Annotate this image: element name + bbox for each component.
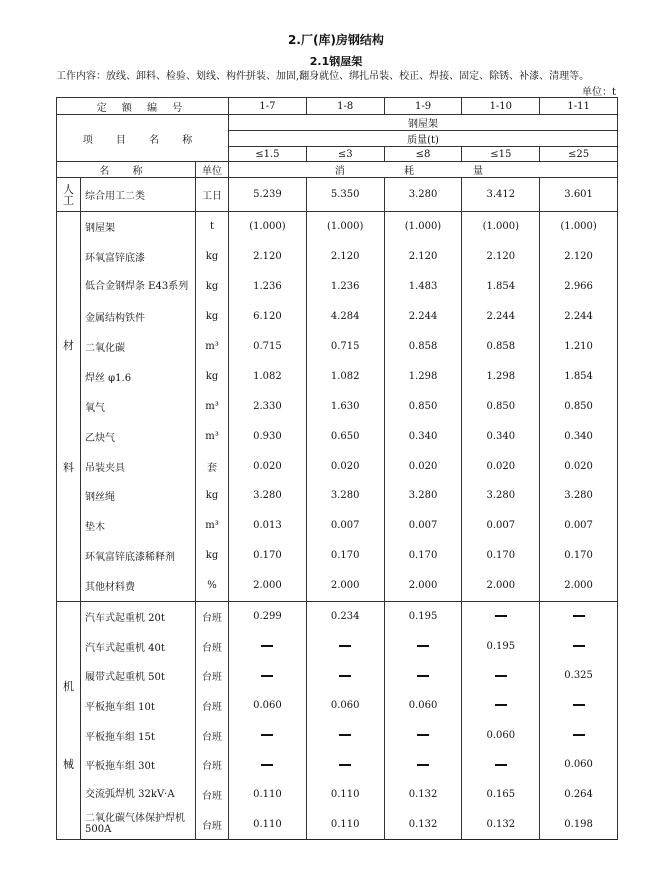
value-cell: (1.000) xyxy=(384,212,462,242)
value-cell xyxy=(462,691,540,721)
item-unit: kg xyxy=(196,242,229,272)
value-cell: 0.020 xyxy=(462,451,540,481)
value-cell: 0.170 xyxy=(462,541,540,571)
value-cell xyxy=(384,720,462,750)
table-row xyxy=(57,481,618,511)
value-cell: 0.060 xyxy=(229,691,307,721)
item-unit: 套 xyxy=(196,451,229,481)
param-value: ≤25 xyxy=(540,147,618,162)
value-cell: 0.170 xyxy=(384,541,462,571)
value-cell: 0.198 xyxy=(540,809,618,839)
item-unit: 工日 xyxy=(196,178,229,212)
item-name: 氧气 xyxy=(81,391,196,421)
table-row xyxy=(57,631,618,661)
table-row xyxy=(57,541,618,571)
value-cell: 0.060 xyxy=(384,691,462,721)
value-cell: 2.000 xyxy=(384,571,462,601)
value-cell: 1.630 xyxy=(306,391,384,421)
value-cell: 5.350 xyxy=(306,178,384,212)
value-cell: 2.000 xyxy=(306,571,384,601)
value-cell: 0.195 xyxy=(384,601,462,631)
item-unit: 台班 xyxy=(196,661,229,691)
value-cell: 0.234 xyxy=(306,601,384,631)
item-name: 焊丝 φ1.6 xyxy=(81,361,196,391)
value-cell xyxy=(306,750,384,780)
item-name: 其他材料费 xyxy=(81,571,196,601)
value-cell: 1.082 xyxy=(306,361,384,391)
item-name: 平板拖车组 10t xyxy=(81,691,196,721)
value-cell: (1.000) xyxy=(229,212,307,242)
section-title: 2.1钢屋架 xyxy=(309,55,363,68)
dash-mark xyxy=(261,675,273,677)
dash-mark xyxy=(495,704,507,706)
value-cell: 0.340 xyxy=(384,421,462,451)
dash-mark xyxy=(417,675,429,677)
param-value: ≤3 xyxy=(306,147,384,162)
value-cell: 2.244 xyxy=(462,302,540,332)
item-name: 综合用工二类 xyxy=(81,178,196,212)
column-header-row xyxy=(57,162,618,178)
value-cell: 2.966 xyxy=(540,272,618,302)
value-cell xyxy=(540,691,618,721)
item-unit: m³ xyxy=(196,421,229,451)
item-unit: kg xyxy=(196,272,229,302)
page-title: 2.厂(库)房钢结构 xyxy=(288,33,384,47)
item-name: 平板拖车组 15t xyxy=(81,720,196,750)
item-unit: kg xyxy=(196,541,229,571)
value-cell: 0.858 xyxy=(384,332,462,362)
category-char: 材 xyxy=(63,339,74,352)
value-cell: 2.120 xyxy=(384,242,462,272)
value-cell: 1.082 xyxy=(229,361,307,391)
value-cell: 3.280 xyxy=(462,481,540,511)
value-cell xyxy=(306,631,384,661)
value-cell: 0.110 xyxy=(306,809,384,839)
value-cell: 2.000 xyxy=(229,571,307,601)
dash-mark xyxy=(573,615,585,617)
value-cell: 0.013 xyxy=(229,511,307,541)
table-row xyxy=(57,391,618,421)
value-cell: 0.007 xyxy=(462,511,540,541)
value-cell: (1.000) xyxy=(540,212,618,242)
value-cell: 0.020 xyxy=(384,451,462,481)
unit-note: 单位：t xyxy=(581,87,616,98)
value-cell: 0.170 xyxy=(540,541,618,571)
value-cell: 0.340 xyxy=(462,421,540,451)
table-row xyxy=(57,332,618,362)
value-cell: 2.244 xyxy=(384,302,462,332)
table-row xyxy=(57,361,618,391)
value-cell xyxy=(384,661,462,691)
dash-mark xyxy=(573,704,585,706)
item-name: 垫木 xyxy=(81,511,196,541)
value-cell: 1.854 xyxy=(540,361,618,391)
param-value: ≤8 xyxy=(384,147,462,162)
value-cell: 1.236 xyxy=(229,272,307,302)
category-labor: 人工 xyxy=(57,178,81,212)
table-row xyxy=(57,601,618,631)
value-cell: 0.715 xyxy=(229,332,307,362)
value-cell: 1.298 xyxy=(462,361,540,391)
dash-mark xyxy=(261,734,273,736)
dash-mark xyxy=(495,675,507,677)
value-cell xyxy=(229,720,307,750)
value-cell xyxy=(462,601,540,631)
item-label: 项 目 名 称 xyxy=(57,115,229,162)
value-cell: (1.000) xyxy=(462,212,540,242)
value-cell: 2.000 xyxy=(540,571,618,601)
param-value: ≤15 xyxy=(462,147,540,162)
param-label: 质量(t) xyxy=(229,131,618,147)
value-cell: 0.007 xyxy=(540,511,618,541)
value-cell: 0.715 xyxy=(306,332,384,362)
dash-mark xyxy=(573,645,585,647)
value-cell: 2.120 xyxy=(229,242,307,272)
quota-label: 定 额 编 号 xyxy=(57,98,229,115)
item-name: 平板拖车组 30t xyxy=(81,750,196,780)
value-cell xyxy=(229,661,307,691)
dash-mark xyxy=(573,734,585,736)
value-cell xyxy=(229,631,307,661)
category-char: 料 xyxy=(63,461,74,474)
item-name: 二氧化碳 xyxy=(81,332,196,362)
quota-code: 1-8 xyxy=(306,98,384,115)
table-row xyxy=(57,809,618,839)
consume-header: 消 耗 量 xyxy=(229,162,618,178)
table-row xyxy=(57,451,618,481)
value-cell: 4.284 xyxy=(306,302,384,332)
dash-mark xyxy=(417,734,429,736)
table-row xyxy=(57,691,618,721)
dash-mark xyxy=(339,645,351,647)
value-cell: 1.210 xyxy=(540,332,618,362)
value-cell: 0.850 xyxy=(540,391,618,421)
param-value: ≤1.5 xyxy=(229,147,307,162)
item-unit: kg xyxy=(196,361,229,391)
item-unit: kg xyxy=(196,302,229,332)
dash-mark xyxy=(339,734,351,736)
item-name: 钢丝绳 xyxy=(81,481,196,511)
value-cell: 3.280 xyxy=(384,178,462,212)
dash-mark xyxy=(417,645,429,647)
item-unit: 台班 xyxy=(196,601,229,631)
value-cell: 3.601 xyxy=(540,178,618,212)
item-name: 汽车式起重机 20t xyxy=(81,601,196,631)
value-cell: 0.850 xyxy=(462,391,540,421)
item-name: 金属结构铁件 xyxy=(81,302,196,332)
value-cell xyxy=(306,661,384,691)
item-name: 环氧富锌底漆稀释剂 xyxy=(81,541,196,571)
table-row xyxy=(57,750,618,780)
table-row xyxy=(57,272,618,302)
value-cell: 0.007 xyxy=(306,511,384,541)
value-cell: 0.020 xyxy=(540,451,618,481)
item-unit: 台班 xyxy=(196,691,229,721)
dash-mark xyxy=(495,764,507,766)
table-row xyxy=(57,212,618,242)
value-cell: 0.110 xyxy=(306,780,384,810)
value-cell: 0.132 xyxy=(462,809,540,839)
dash-mark xyxy=(339,764,351,766)
value-cell: 0.165 xyxy=(462,780,540,810)
item-unit: 台班 xyxy=(196,631,229,661)
item-name: 乙炔气 xyxy=(81,421,196,451)
item-unit: 台班 xyxy=(196,780,229,810)
value-cell: 2.120 xyxy=(462,242,540,272)
item-name: 吊装夹具 xyxy=(81,451,196,481)
value-cell: 0.264 xyxy=(540,780,618,810)
table-row xyxy=(57,571,618,601)
category-materials xyxy=(57,212,81,602)
value-cell: 2.244 xyxy=(540,302,618,332)
value-cell: 0.340 xyxy=(540,421,618,451)
item-name: 环氧富锌底漆 xyxy=(81,242,196,272)
item-name: 钢屋架 xyxy=(81,212,196,242)
value-cell xyxy=(229,750,307,780)
value-cell: 0.110 xyxy=(229,809,307,839)
item-unit: 台班 xyxy=(196,720,229,750)
value-cell xyxy=(540,720,618,750)
value-cell: 1.854 xyxy=(462,272,540,302)
quota-code-row xyxy=(57,98,618,115)
value-cell: 0.299 xyxy=(229,601,307,631)
dash-mark xyxy=(417,764,429,766)
value-cell: 5.239 xyxy=(229,178,307,212)
value-cell: 3.280 xyxy=(306,481,384,511)
item-name: 二氧化碳气体保护焊机 500A xyxy=(81,809,196,839)
work-content: 工作内容：放线、卸料、检验、划线、构件拼装、加固,翻身就位、绑扎吊装、校正、焊接、固定、除锈、补漆、清理等。 xyxy=(56,71,590,82)
value-cell: 0.060 xyxy=(306,691,384,721)
value-cell: 0.650 xyxy=(306,421,384,451)
value-cell: 1.483 xyxy=(384,272,462,302)
dash-mark xyxy=(339,675,351,677)
value-cell: 0.020 xyxy=(229,451,307,481)
dash-mark xyxy=(261,645,273,647)
dash-mark xyxy=(261,764,273,766)
value-cell: 0.110 xyxy=(229,780,307,810)
value-cell: 6.120 xyxy=(229,302,307,332)
item-name: 交流弧焊机 32kV·A xyxy=(81,780,196,810)
item-unit: m³ xyxy=(196,391,229,421)
unit-header: 单位 xyxy=(196,162,229,178)
value-cell xyxy=(540,631,618,661)
value-cell: 1.236 xyxy=(306,272,384,302)
table-row xyxy=(57,720,618,750)
category-machinery xyxy=(57,601,81,840)
category-char: 械 xyxy=(63,757,74,771)
table-row xyxy=(57,178,618,212)
table-row xyxy=(57,780,618,810)
dash-mark xyxy=(495,615,507,617)
value-cell: 2.120 xyxy=(540,242,618,272)
value-cell xyxy=(384,631,462,661)
value-cell: 0.170 xyxy=(229,541,307,571)
table-row xyxy=(57,661,618,691)
value-cell xyxy=(540,601,618,631)
name-header: 名 称 xyxy=(57,162,196,178)
value-cell xyxy=(462,661,540,691)
item-unit: m³ xyxy=(196,511,229,541)
value-cell xyxy=(462,750,540,780)
value-cell: 0.930 xyxy=(229,421,307,451)
value-cell: 0.007 xyxy=(384,511,462,541)
item-unit: 台班 xyxy=(196,809,229,839)
item-unit: 台班 xyxy=(196,750,229,780)
category-char: 机 xyxy=(63,679,74,693)
item-name: 汽车式起重机 40t xyxy=(81,631,196,661)
value-cell: 3.280 xyxy=(384,481,462,511)
quota-code: 1-7 xyxy=(229,98,307,115)
value-cell: 2.120 xyxy=(306,242,384,272)
table-row xyxy=(57,421,618,451)
quota-table xyxy=(56,97,618,840)
value-cell: (1.000) xyxy=(306,212,384,242)
value-cell: 3.280 xyxy=(229,481,307,511)
group-row xyxy=(57,115,618,131)
value-cell: 2.330 xyxy=(229,391,307,421)
value-cell: 0.132 xyxy=(384,780,462,810)
value-cell: 0.060 xyxy=(540,750,618,780)
value-cell xyxy=(306,720,384,750)
value-cell: 0.132 xyxy=(384,809,462,839)
value-cell xyxy=(384,750,462,780)
table-row xyxy=(57,511,618,541)
quota-code: 1-11 xyxy=(540,98,618,115)
group-label: 钢屋架 xyxy=(229,115,618,131)
value-cell: 2.000 xyxy=(462,571,540,601)
quota-code: 1-10 xyxy=(462,98,540,115)
item-unit: kg xyxy=(196,481,229,511)
value-cell: 0.325 xyxy=(540,661,618,691)
item-unit: m³ xyxy=(196,332,229,362)
value-cell: 0.850 xyxy=(384,391,462,421)
value-cell: 1.298 xyxy=(384,361,462,391)
item-name: 低合金钢焊条 E43系列 xyxy=(81,272,196,302)
table-row xyxy=(57,242,618,272)
table-row xyxy=(57,302,618,332)
value-cell: 0.858 xyxy=(462,332,540,362)
item-name: 履带式起重机 50t xyxy=(81,661,196,691)
value-cell: 3.412 xyxy=(462,178,540,212)
item-unit: t xyxy=(196,212,229,242)
value-cell: 3.280 xyxy=(540,481,618,511)
value-cell: 0.060 xyxy=(462,720,540,750)
value-cell: 0.170 xyxy=(306,541,384,571)
item-unit: % xyxy=(196,571,229,601)
value-cell: 0.195 xyxy=(462,631,540,661)
quota-code: 1-9 xyxy=(384,98,462,115)
value-cell: 0.020 xyxy=(306,451,384,481)
